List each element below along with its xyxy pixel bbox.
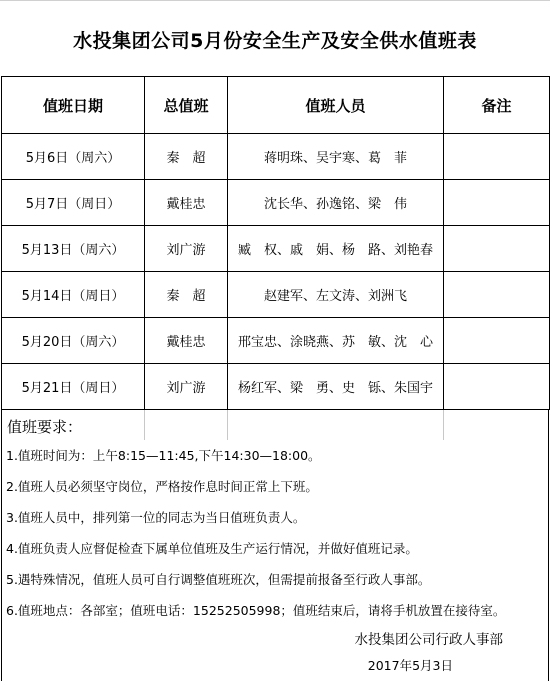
cell-chief: 秦 超 — [145, 134, 228, 180]
cell-chief: 刘广游 — [145, 226, 228, 272]
table-row — [2, 226, 550, 272]
grid-line — [227, 410, 228, 440]
cell-chief: 戴桂忠 — [145, 318, 228, 364]
cell-note — [444, 364, 550, 410]
cell-staff: 沈长华、孙逸铭、梁 伟 — [228, 180, 444, 226]
table-header-row — [2, 77, 550, 134]
header-note: 备注 — [444, 77, 550, 134]
cell-staff: 赵建军、左文涛、刘洲飞 — [228, 272, 444, 318]
table-row — [2, 318, 550, 364]
cell-note — [444, 318, 550, 364]
cell-note — [444, 134, 550, 180]
list-item: 5.遇特殊情况，值班人员可自行调整值班班次，但需提前报备至行政人事部。 — [6, 572, 431, 587]
cell-chief: 戴桂忠 — [145, 180, 228, 226]
requirements-list — [2, 440, 548, 626]
cell-date: 5月6日（周六） — [2, 134, 145, 180]
cell-chief: 刘广游 — [145, 364, 228, 410]
cell-date: 5月21日（周日） — [2, 364, 145, 410]
cell-staff: 蒋明珠、吴宇寒、葛 菲 — [228, 134, 444, 180]
cell-date: 5月7日（周日） — [2, 180, 145, 226]
table-row — [2, 180, 550, 226]
cell-staff: 杨红军、梁 勇、史 铄、朱国宇 — [228, 364, 444, 410]
grid-line — [443, 410, 444, 440]
issue-date: 2017年5月3日 — [367, 658, 453, 673]
list-item: 4.值班负责人应督促检查下属单位值班及生产运行情况，并做好值班记录。 — [6, 541, 418, 556]
cell-date: 5月13日（周六） — [2, 226, 145, 272]
list-item: 2.值班人员必须坚守岗位，严格按作息时间正常上下班。 — [6, 479, 318, 494]
issuer-signature: 水投集团公司行政人事部 — [354, 632, 503, 648]
header-staff: 值班人员 — [228, 77, 444, 134]
cell-chief: 秦 超 — [145, 272, 228, 318]
cell-note — [444, 272, 550, 318]
cell-date: 5月14日（周日） — [2, 272, 145, 318]
cell-note — [444, 180, 550, 226]
list-item: 3.值班人员中，排列第一位的同志为当日值班负责人。 — [6, 510, 306, 525]
page-title: 水投集团公司5月份安全生产及安全供水值班表 — [73, 29, 477, 52]
grid-line — [0, 0, 550, 1]
cell-staff: 臧 权、戚 娟、杨 路、刘艳春 — [228, 226, 444, 272]
list-item: 6.值班地点：各部室；值班电话：15252505998；值班结束后，请将手机放置在接待室。 — [6, 603, 506, 618]
cell-staff: 邢宝忠、涂晓燕、苏 敏、沈 心 — [228, 318, 444, 364]
requirements-heading: 值班要求： — [7, 418, 83, 436]
cell-date: 5月20日（周六） — [2, 318, 145, 364]
table-row — [2, 134, 550, 180]
table-row — [2, 272, 550, 318]
grid-line — [144, 410, 145, 440]
list-item: 1.值班时间为：上午8:15—11:45,下午14:30—18:00。 — [6, 448, 321, 463]
table-row — [2, 364, 550, 410]
cell-note — [444, 226, 550, 272]
requirements-section — [1, 410, 549, 681]
header-date: 值班日期 — [2, 77, 145, 134]
duty-table — [1, 76, 550, 410]
header-chief: 总值班 — [145, 77, 228, 134]
